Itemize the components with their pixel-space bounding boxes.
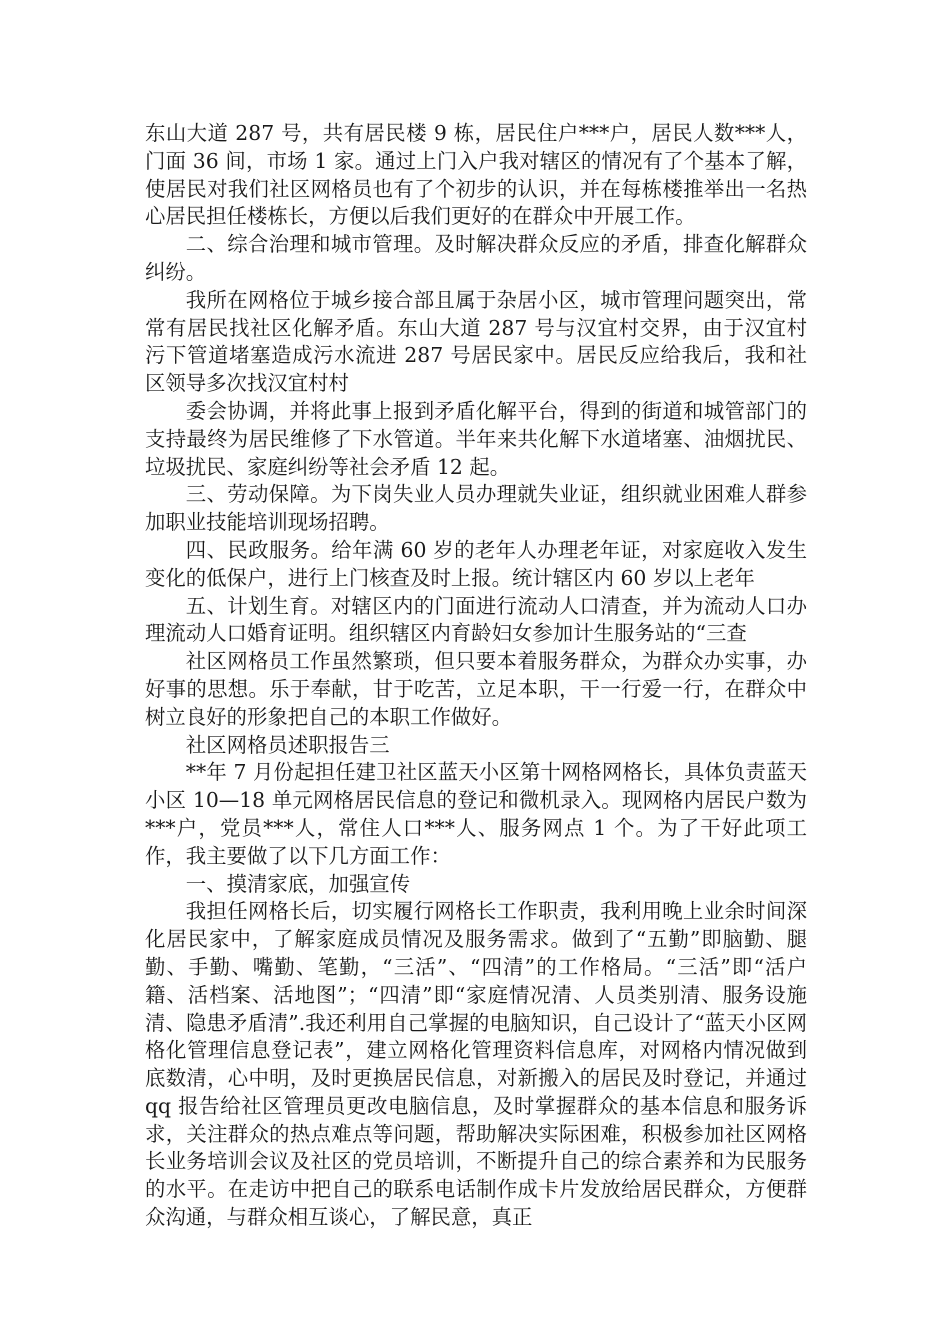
document-body [145,120,807,1232]
paragraph-section-two-heading: 二、综合治理和城市管理。及时解决群众反应的矛盾，排查化解群众纠纷。 [145,232,807,284]
paragraph-section-four: 四、民政服务。给年满 60 岁的老年人办理老年证，对家庭收入发生变化的低保户，进行上门核查及时上报。统计辖区内 60 岁以上老年 [145,537,807,590]
report-title: 社区网格员述职报告三 [185,732,390,757]
paragraph: 我担任网格长后，切实履行网格长工作职责，我利用晚上业余时间深化居民家中，了解家庭成员情况及服务需求。做到了“五勤”即脑勤、腿勤、手勤、嘴勤、笔勤，“三活”、“四清”的工作格局。“三活”即“活户籍、活档案、活地图”；“四清”即“家庭情况清、人员类别清、服务设施清、隐患矛盾清”.我还利用自己掌握的电脑知识，自己设计了“蓝天小区网格化管理信息登记表”，建立网格化管理资料信息库，对网格内情况做到底数清，心中明，及时更换居民信息，对新搬入的居民及时登记，并通过 qq 报告给社区管理员更改电脑信息，及时掌握群众的基本信息和服务诉求，关注群众的热点难点等问题，帮助解决实际困难，积极参加社区网格长业务培训会议及社区的党员培训，不断提升自己的综合素养和为民服务的水平。在走访中把自己的联系电话制作成卡片发放给居民群众，方便群众沟通，与群众相互谈心，了解民意，真正 [145,899,807,1230]
section-heading: 一、摸清家底，加强宣传 [185,871,411,896]
paragraph-section-three: 三、劳动保障。为下岗失业人员办理就失业证，组织就业困难人群参加职业技能培训现场招聘。 [145,482,807,535]
paragraph-report-intro: **年 7 月份起担任建卫社区蓝天小区第十网格网格长，具体负责蓝天小区 10—18 单元网格居民信息的登记和微机录入。现网格内居民户数为***户，党员***人，常住人口***人、服务网点 1 个。为了干好此项工作，我主要做了以下几方面工作： [145,760,807,868]
paragraph: 我所在网格位于城乡接合部且属于杂居小区，城市管理问题突出，常常有居民找社区化解矛盾。东山大道 287 号与汉宜村交界，由于汉宜村污下管道堵塞造成污水流进 287 号居民家中。居民反应给我后，我和社区领导多次找汉宜村村 [145,287,807,396]
paragraph-summary: 社区网格员工作虽然繁琐，但只要本着服务群众，为群众办实事，办好事的思想。乐于奉献，甘于吃苦，立足本职，干一行爱一行，在群众中树立良好的形象把自己的本职工作做好。 [145,649,807,729]
paragraph-continuation: 东山大道 287 号，共有居民楼 9 栋，居民住户***户，居民人数***人，门面 36 间，市场 1 家。通过上门入户我对辖区的情况有了个基本了解，使居民对我们社区网格员也有了个初步的认识，并在每栋楼推举出一名热心居民担任楼栋长，方便以后我们更好的在群众中开展工作。 [145,121,807,229]
paragraph-section-five: 五、计划生育。对辖区内的门面进行流动人口清查，并为流动人口办理流动人口婚育证明。组织辖区内育龄妇女参加计生服务站的“三查 [145,593,807,646]
paragraph: 委会协调，并将此事上报到矛盾化解平台，得到的街道和城管部门的支持最终为居民维修了下水管道。半年来共化解下水道堵塞、油烟扰民、垃圾扰民、家庭纠纷等社会矛盾 12 起。 [145,398,807,479]
